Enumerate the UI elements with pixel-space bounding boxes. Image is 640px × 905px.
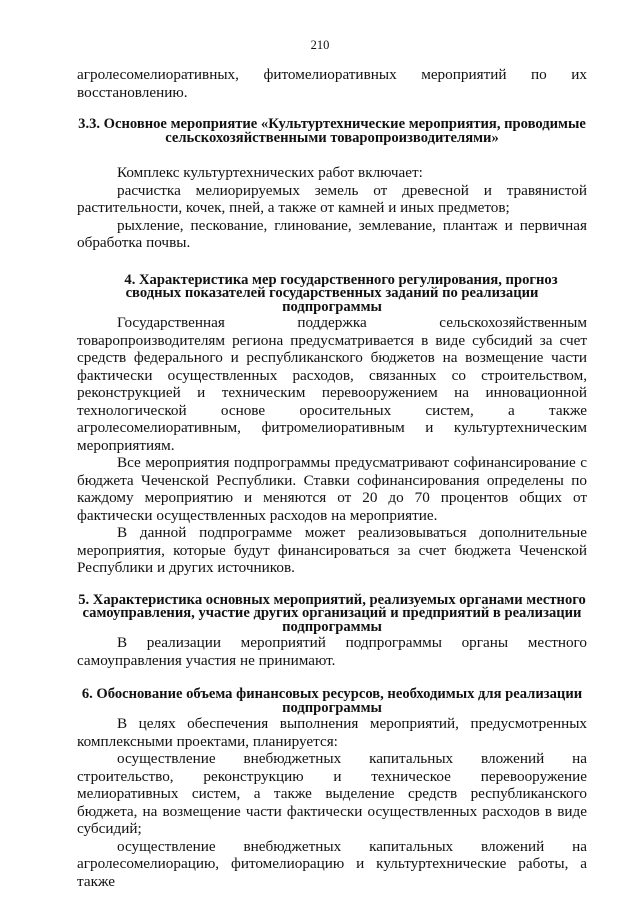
- paragraph-agro: осуществление внебюджетных капитальных вложений на агролесомелиорацию, фитомелиорацию и культуртехнические работы, а также: [77, 837, 587, 890]
- heading-4: 4. Характеристика мер государственного регулирования, прогноз сводных показателей государственных заданий по реализации подпрограммы: [124, 271, 558, 315]
- paragraph-loosening: рыхление, пескование, глинование, землевание, плантаж и первичная обработка почвы.: [77, 216, 587, 251]
- page-number: 210: [310, 38, 330, 52]
- paragraph-cofinancing: Все мероприятия подпрограммы предусматривают софинансирование с бюджета Чеченской Республики. Ставки софинансирования определены по каждому мероприятию и меняются от 20 до 70 процентов общих от фактически осуществленных расходов на мероприятие.: [77, 454, 587, 524]
- heading-5: 5. Характеристика основных мероприятий, реализуемых органами местного самоуправления, участие других организаций и предприятий в реализации подпрограммы: [78, 591, 586, 635]
- heading-3-3: 3.3. Основное мероприятие «Культуртехнические мероприятия, проводимые сельскохозяйственными товаропроизводителями»: [78, 116, 586, 146]
- heading-6: 6. Обоснование объема финансовых ресурсов, необходимых для реализации подпрограммы: [81, 686, 583, 716]
- paragraph-investments: осуществление внебюджетных капитальных вложений на строительство, реконструкцию и техническое перевооружение мелиоративных систем, а также выделение средств республиканского бюджета, на возмещение части фактически осуществленных расходов в виде субсидий;: [77, 750, 587, 837]
- paragraph-local-government: В реализации мероприятий подпрограммы органы местного самоуправления участия не принимают.: [77, 634, 587, 669]
- paragraph-complex: Комплекс культуртехнических работ включает:: [117, 164, 423, 181]
- page-content: [77, 66, 587, 890]
- paragraph-state-support: Государственная поддержка сельскохозяйственным товаропроизводителям региона предусматривается в виде субсидий за счет средств федерального и республиканского бюджетов на возмещение части фактически осуществленных расходов, связанных со строительством, реконструкцией и техническим перевооружением на инновационной технологической основе оросительных систем, а также агролесомелиоративным, фитромелиоративным и культуртехническим мероприятиям.: [77, 314, 587, 454]
- paragraph-goals: В целях обеспечения выполнения мероприятий, предусмотренных комплексными проектами, планируется:: [77, 715, 587, 750]
- paragraph-clearing: расчистка мелиорируемых земель от древесной и травянистой растительности, кочек, пней, а также от камней и иных предметов;: [77, 181, 587, 216]
- intro-paragraph: агролесомелиоративных, фитомелиоративных мероприятий по их восстановлению.: [77, 66, 587, 101]
- paragraph-additional: В данной подпрограмме может реализовываться дополнительные мероприятия, которые будут финансироваться за счет бюджета Чеченской Республики и других источников.: [77, 524, 587, 576]
